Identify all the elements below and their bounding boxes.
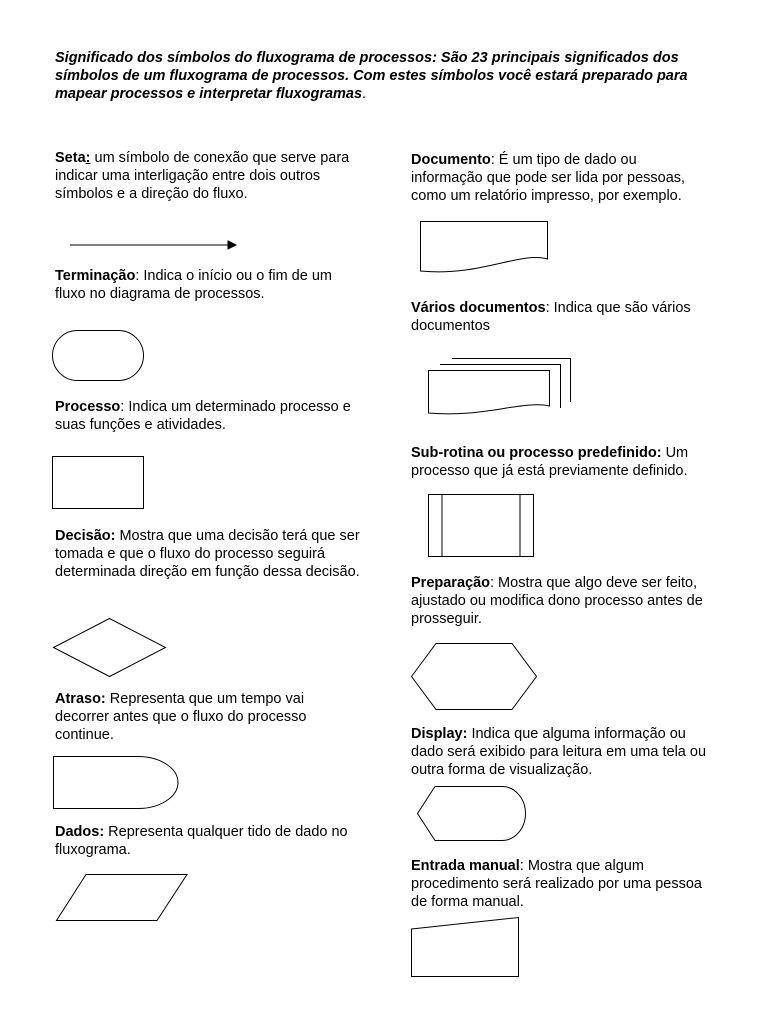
term-dados: Dados: — [55, 824, 105, 840]
desc-sub-rotina: Um processo que já está previamente definido. — [411, 445, 689, 479]
desc-entrada-manual: Mostra que algum procedimento será realizado por uma pessoa de forma manual. — [411, 858, 702, 910]
desc-display: Indica que alguma informação ou dado será exibido para leitura em uma tela ou outra forma de visualização. — [411, 726, 707, 778]
display-symbol — [417, 786, 527, 842]
sep-documento: : — [490, 152, 495, 168]
def-display — [411, 725, 721, 779]
term-atraso: Atraso: — [55, 691, 106, 707]
intro-period: . — [362, 86, 367, 102]
predefined-process-symbol — [428, 494, 536, 558]
process-symbol — [52, 456, 144, 510]
term-seta: Seta — [55, 150, 86, 166]
term-entrada-manual: Entrada manual — [411, 858, 520, 874]
desc-decisao: Mostra que uma decisão terá que ser tomada e que o fluxo do processo seguirá determinada direção em função dessa decisão. — [55, 528, 360, 580]
multiple-documents-symbol — [428, 358, 573, 418]
term-seta-colon: : — [85, 150, 91, 166]
arrow-symbol — [70, 238, 240, 252]
sep-preparacao: : — [490, 575, 495, 591]
intro-text: Significado dos símbolos do fluxograma de processos: São 23 principais significados dos símbolos de um fluxograma de processos. Com estes símbolos você estará preparado para mapear processos e interpretar fluxogramas — [55, 50, 688, 102]
def-seta — [55, 149, 355, 203]
def-atraso — [55, 690, 355, 744]
intro-paragraph — [55, 49, 735, 103]
terminator-symbol — [52, 330, 144, 382]
desc-documento: É um tipo de dado ou informação que pode ser lida por pessoas, como um relatório impresso, por exemplo. — [411, 152, 686, 204]
def-entrada-manual — [411, 857, 721, 911]
sep-processo: : — [120, 399, 125, 415]
desc-terminacao: Indica o início ou o fim de um fluxo no diagrama de processos. — [55, 268, 332, 302]
term-display: Display: — [411, 726, 468, 742]
preparation-symbol — [411, 643, 539, 711]
desc-varios-documentos: Indica que são vários documentos — [411, 300, 691, 334]
def-preparacao — [411, 574, 721, 628]
term-sub-rotina: Sub-rotina ou processo predefinido: — [411, 445, 662, 461]
term-terminacao: Terminação — [55, 268, 136, 284]
def-decisao — [55, 527, 365, 581]
def-sub-rotina — [411, 444, 721, 480]
desc-processo: Indica um determinado processo e suas funções e atividades. — [55, 399, 351, 433]
term-decisao: Decisão: — [55, 528, 116, 544]
manual-input-symbol — [411, 917, 521, 979]
desc-dados: Representa qualquer tido de dado no fluxograma. — [55, 824, 348, 858]
document-symbol — [420, 221, 550, 277]
desc-preparacao: Mostra que algo deve ser feito, ajustado ou modifica dono processo antes de prosseguir. — [411, 575, 703, 627]
def-documento — [411, 151, 711, 205]
decision-symbol — [53, 618, 167, 678]
desc-seta: um símbolo de conexão que serve para indicar uma interligação entre dois outros símbolos e a direção do fluxo. — [55, 150, 350, 202]
term-documento: Documento — [411, 152, 491, 168]
term-varios-documentos: Vários documentos — [411, 300, 546, 316]
sep-entrada-manual: : — [519, 858, 524, 874]
def-processo — [55, 398, 365, 434]
data-symbol — [56, 874, 190, 922]
def-terminacao — [55, 267, 365, 303]
sep-varios-documentos: : — [545, 300, 550, 316]
term-preparacao: Preparação — [411, 575, 490, 591]
delay-symbol — [53, 756, 181, 810]
def-dados — [55, 823, 365, 859]
desc-atraso: Representa que um tempo vai decorrer antes que o fluxo do processo continue. — [55, 691, 307, 743]
def-varios-documentos — [411, 299, 721, 335]
term-processo: Processo — [55, 399, 121, 415]
sep-terminacao: : — [135, 268, 140, 284]
